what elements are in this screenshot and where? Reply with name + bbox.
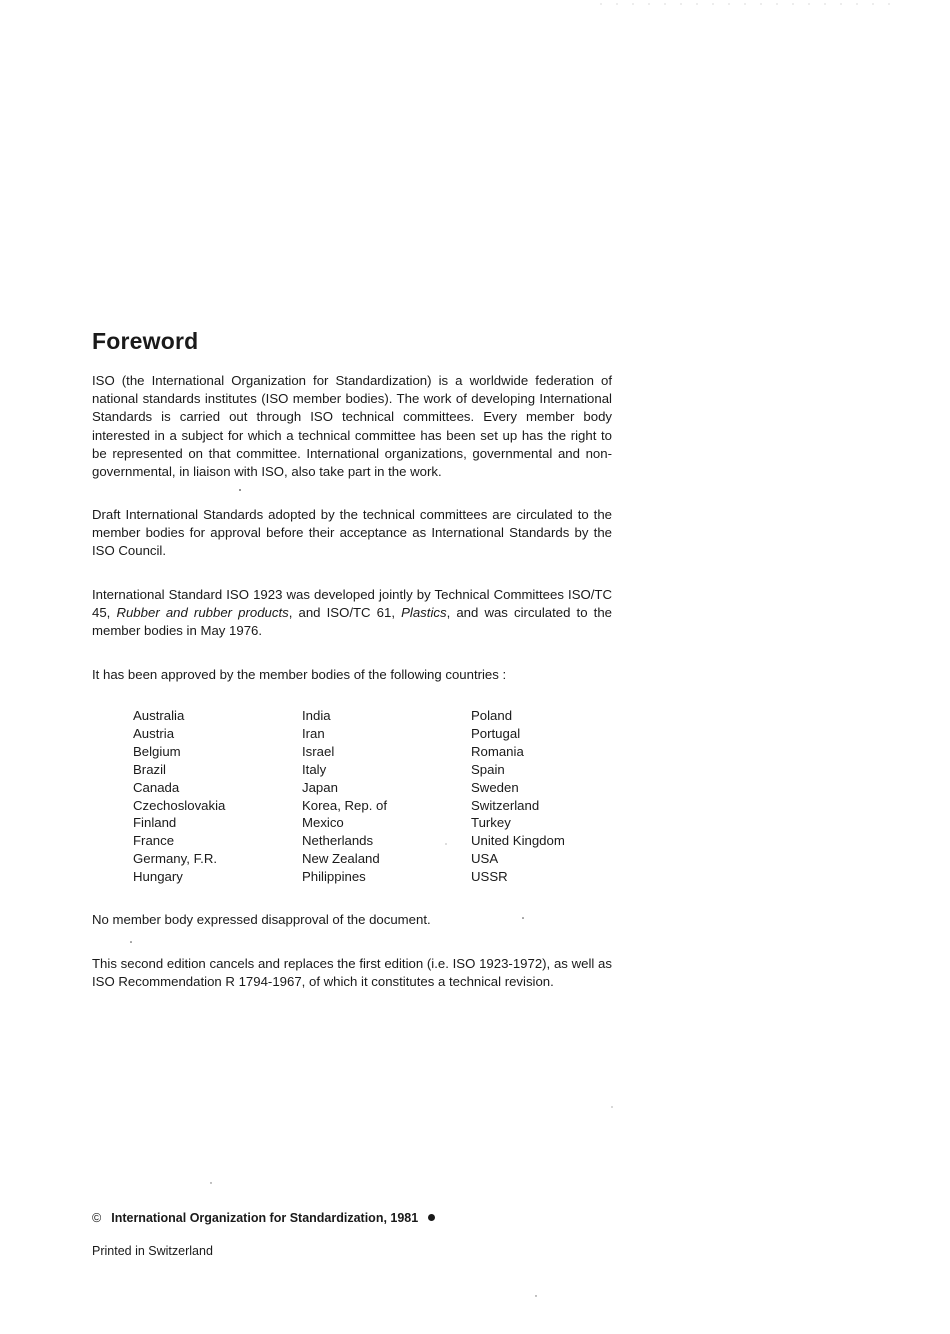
committee-title-rubber: Rubber and rubber products — [116, 605, 289, 621]
country-item: Iran — [302, 725, 325, 741]
paragraph-no-disapproval: No member body expressed disapproval of the document. — [92, 912, 431, 927]
country-item: Czechoslovakia — [133, 797, 226, 813]
country-item: Brazil — [133, 761, 166, 777]
country-item: Israel — [302, 743, 335, 759]
country-column-3 — [471, 707, 640, 886]
paragraph-development — [92, 586, 612, 641]
country-item: India — [302, 708, 331, 723]
copyright-icon: © — [92, 1211, 102, 1225]
development-text-3: , and was circulated to the member bodies in May 1976. — [92, 605, 612, 639]
country-item: Mexico — [302, 815, 344, 831]
page-title: Foreword — [92, 328, 199, 354]
country-item: Netherlands — [302, 833, 374, 849]
country-item: Japan — [302, 779, 338, 795]
country-item: USA — [471, 851, 499, 867]
country-item: United Kingdom — [471, 833, 565, 849]
development-text-1: International Standard ISO 1923 was developed jointly by Technical Committees ISO/TC 45, — [92, 587, 612, 621]
paragraph-iso-intro: ISO (the International Organization for Standardization) is a worldwide federation of national standards institutes (ISO member bodies). The work of developing International Standards is carried out through ISO technical committees. Every member body interested in a subject for which a technical committee has been set up has the right to be represented on that committee. International organizations, governmental and non-governmental, in liaison with ISO, also take part in the work. — [92, 373, 612, 480]
country-item: Switzerland — [471, 797, 540, 813]
country-item: Philippines — [302, 869, 366, 885]
committee-title-plastics: Plastics — [401, 605, 447, 621]
country-list — [133, 707, 640, 886]
printed-in: Printed in Switzerland — [92, 1244, 213, 1258]
country-column-1 — [133, 707, 302, 886]
country-item: Portugal — [471, 725, 521, 741]
country-item: Spain — [471, 761, 505, 777]
country-item: Germany, F.R. — [133, 851, 218, 867]
country-item: Sweden — [471, 779, 519, 795]
country-item: Italy — [302, 761, 327, 777]
country-item: Canada — [133, 779, 180, 795]
country-item: Finland — [133, 815, 177, 831]
country-item: USSR — [471, 869, 508, 885]
country-item: Poland — [471, 708, 513, 723]
country-item: Korea, Rep. of — [302, 797, 388, 813]
country-column-2 — [302, 707, 471, 886]
country-item: France — [133, 833, 175, 849]
country-item: New Zealand — [302, 851, 380, 867]
copyright-text: International Organization for Standardization, 1981 — [111, 1211, 419, 1225]
paragraph-edition-note: This second edition cancels and replaces the first edition (i.e. ISO 1923-1972), as well as ISO Recommendation R 1794-1967, of which it constitutes a technical revision. — [92, 956, 612, 990]
country-item: Hungary — [133, 869, 183, 885]
country-item: Australia — [133, 708, 185, 723]
development-text-2: , and ISO/TC 61, — [288, 605, 402, 621]
country-item: Austria — [133, 725, 175, 741]
bullet-icon — [428, 1214, 435, 1221]
country-item: Turkey — [471, 815, 511, 831]
copyright-line — [92, 1211, 435, 1225]
paragraph-draft-standards: Draft International Standards adopted by the technical committees are circulated to the member bodies for approval before their acceptance as International Standards by the ISO Council. — [92, 507, 612, 559]
paragraph-approval: It has been approved by the member bodies of the following countries : — [92, 667, 507, 682]
country-item: Romania — [471, 743, 524, 759]
country-item: Belgium — [133, 743, 181, 759]
